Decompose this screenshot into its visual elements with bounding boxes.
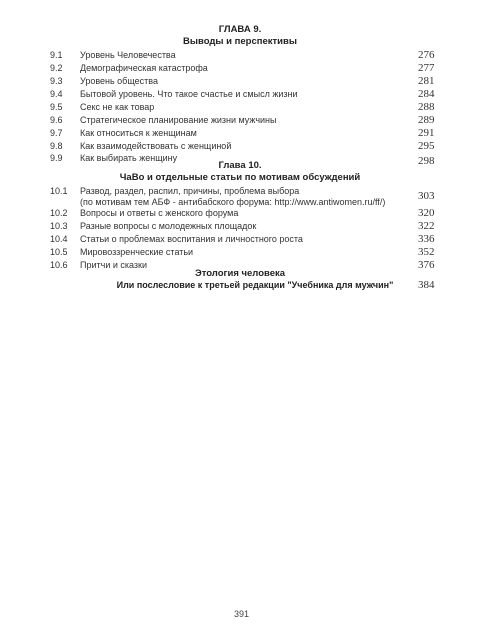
entry-page: 376 (418, 259, 435, 271)
entry-title: Стратегическое планирование жизни мужчины (80, 115, 277, 125)
entry-page: 291 (418, 127, 435, 139)
entry-page: 289 (418, 114, 435, 126)
entry-page: 384 (418, 279, 435, 291)
entry-title: Развод, раздел, распил, причины, проблема выбора (80, 186, 300, 196)
entry-number: 9.7 (50, 128, 63, 138)
entry-title: Статьи о проблемах воспитания и личностного роста (80, 234, 303, 244)
entry-page: 295 (418, 140, 435, 152)
entry-number: 10.4 (50, 234, 68, 244)
final-heading: Этология человека (194, 268, 286, 279)
entry-number: 10.3 (50, 221, 68, 231)
entry-number: 9.2 (50, 63, 63, 73)
entry-number: 9.3 (50, 76, 63, 86)
entry-title: Вопросы и ответы с женского форума (80, 208, 239, 218)
entry-title: Уровень общества (80, 76, 158, 86)
entry-number: 10.2 (50, 208, 68, 218)
chapter-9-heading: ГЛАВА 9. (218, 24, 262, 35)
entry-title: Как взаимодействовать с женщиной (80, 141, 232, 151)
entry-title: Как выбирать женщину (80, 153, 178, 163)
entry-title: Разные вопросы с молодежных площадок (80, 221, 257, 231)
entry-page: 336 (418, 233, 435, 245)
entry-page: 298 (418, 155, 435, 167)
entry-title: Секс не как товар (80, 102, 155, 112)
entry-page: 303 (418, 190, 435, 202)
chapter-9-subheading: Выводы и перспективы (183, 36, 297, 47)
entry-number: 9.6 (50, 115, 63, 125)
entry-number: 10.1 (50, 186, 68, 196)
entry-number: 10.6 (50, 260, 68, 270)
entry-number: 9.8 (50, 141, 63, 151)
entry-page: 320 (418, 207, 435, 219)
entry-page: 288 (418, 101, 435, 113)
entry-title: Как относиться к женщинам (80, 128, 197, 138)
entry-number: 9.4 (50, 89, 63, 99)
chapter-10-subheading: ЧаВо и отдельные статьи по мотивам обсуждений (119, 172, 361, 183)
entry-page: 277 (418, 62, 435, 74)
entry-page: 352 (418, 246, 435, 258)
toc-entry (0, 185, 483, 209)
entry-title: Демографическая катастрофа (80, 63, 208, 73)
entry-page: 281 (418, 75, 435, 87)
entry-page: 284 (418, 88, 435, 100)
entry-title: Притчи и сказки (80, 260, 147, 270)
entry-title: Или послесловие к третьей редакции "Учебника для мужчин" (116, 280, 394, 290)
entry-title: Мировоззренческие статьи (80, 247, 194, 257)
entry-title: Бытовой уровень. Что такое счастье и смысл жизни (80, 89, 298, 99)
entry-number: 9.1 (50, 50, 63, 60)
entry-title-continued: (по мотивам тем АБФ - антибабского форума: http://www.antiwomen.ru/ff/) (80, 197, 386, 207)
entry-page: 276 (418, 49, 435, 61)
entry-number: 10.5 (50, 247, 68, 257)
entry-page: 322 (418, 220, 435, 232)
page-number: 391 (233, 609, 250, 619)
entry-number: 9.5 (50, 102, 63, 112)
entry-title: Уровень Человечества (80, 50, 176, 60)
entry-number: 9.9 (50, 153, 63, 163)
chapter-10-heading: Глава 10. (218, 160, 262, 171)
